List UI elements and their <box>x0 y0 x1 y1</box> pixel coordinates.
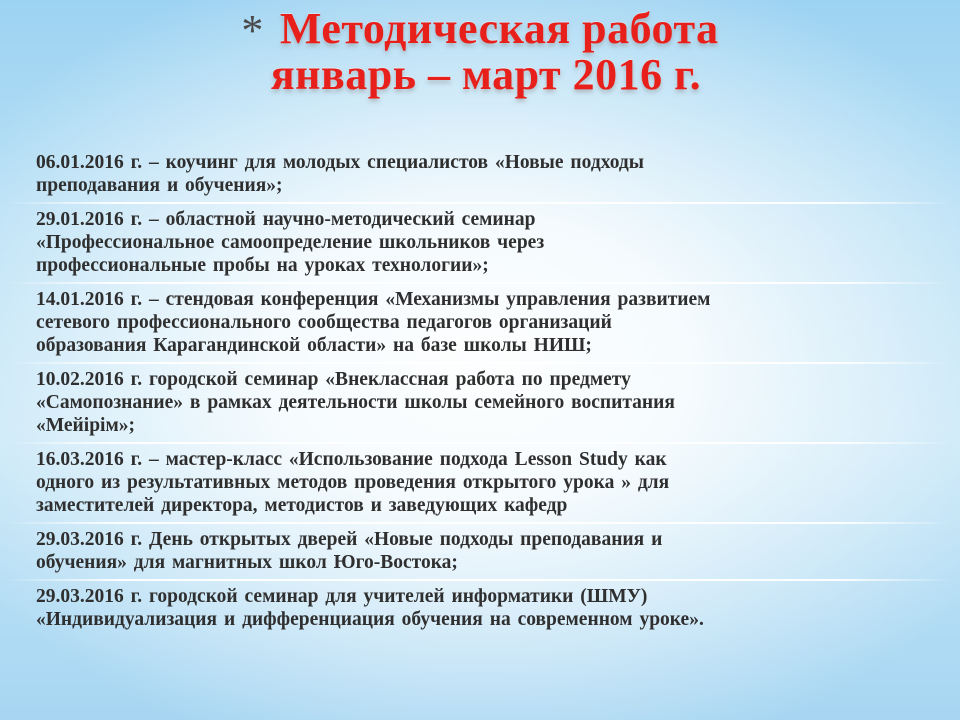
event-item <box>36 208 916 282</box>
event-line: 29.03.2016 г. городской семинар для учителей информатики (ШМУ) <box>36 586 648 607</box>
event-line: «Мейірім»; <box>36 415 135 436</box>
event-item <box>36 151 916 202</box>
event-line: 10.02.2016 г. городской семинар «Внеклассная работа по предмету <box>36 369 631 390</box>
title-line-1 <box>0 4 960 55</box>
event-line: образования Карагандинской области» на базе школы НИШ; <box>36 335 592 356</box>
event-line: обучения» для магнитных школ Юго-Востока; <box>36 552 458 573</box>
event-item <box>36 528 916 579</box>
event-line: заместителей директора, методистов и заведующих кафедр <box>36 495 568 516</box>
event-line: 29.03.2016 г. День открытых дверей «Новые подходы преподавания и <box>36 529 663 550</box>
event-line: 16.03.2016 г. – мастер-класс «Использование подхода Lesson Study как <box>36 449 667 470</box>
event-item <box>36 585 916 636</box>
event-line: одного из результативных методов проведения открытого урока » для <box>36 472 670 493</box>
slide-title <box>0 6 960 98</box>
asterisk-bullet-icon: * <box>241 6 264 55</box>
title-text-1: Методическая работа <box>279 4 719 53</box>
event-line: 06.01.2016 г. – коучинг для молодых специалистов «Новые подходы <box>36 152 644 173</box>
event-item <box>36 368 916 442</box>
event-line: «Профессиональное самоопределение школьников через <box>36 232 545 253</box>
title-line-2: январь – март 2016 г. <box>270 50 702 99</box>
event-line: 14.01.2016 г. – стендовая конференция «Механизмы управления развитием <box>36 289 711 310</box>
event-line: профессиональные пробы на уроках технологии»; <box>36 255 489 276</box>
event-line: преподавания и обучения»; <box>36 175 283 196</box>
event-item <box>36 288 916 362</box>
event-line: «Самопознание» в рамках деятельности школы семейного воспитания <box>36 392 675 413</box>
events-list <box>36 151 916 642</box>
event-item <box>36 448 916 522</box>
event-line: «Индивидуализация и дифференциация обучения на современном уроке». <box>36 609 704 630</box>
event-line: сетевого профессионального сообщества педагогов организаций <box>36 312 612 333</box>
event-line: 29.01.2016 г. – областной научно-методический семинар <box>36 209 536 230</box>
